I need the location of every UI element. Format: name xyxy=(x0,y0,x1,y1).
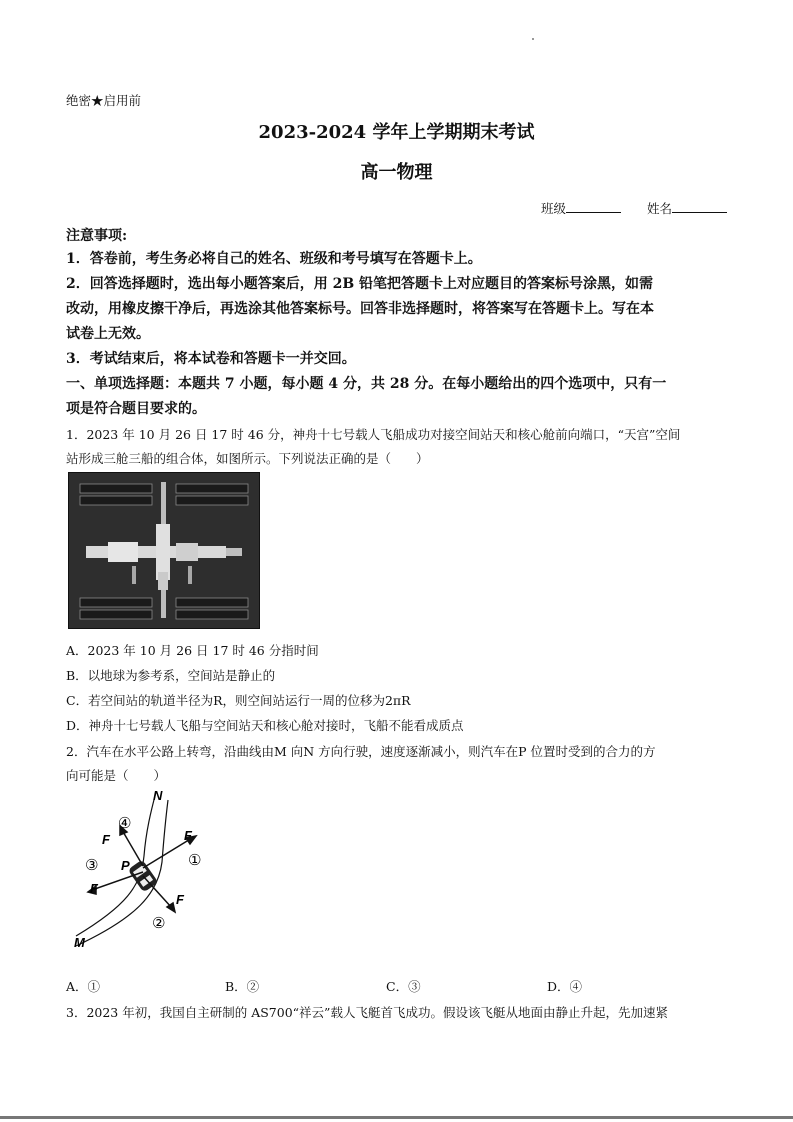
q1-option-d: D．神舟十七号载人飞船与空间站天和核心舱对接时，飞船不能看成质点 xyxy=(66,718,464,733)
class-field xyxy=(541,199,727,217)
scan-speck xyxy=(532,38,534,40)
label-F-4: F xyxy=(102,832,110,847)
class-blank xyxy=(566,200,621,213)
label-circle-1: ① xyxy=(188,851,202,869)
q3-stem-line-1: 3．2023 年初，我国自主研制的 AS700“祥云”载人飞艇首飞成功。假设该飞艇从地面由静止升起，先加速紧 xyxy=(66,1005,668,1020)
q1-option-a: A．2023 年 10 月 26 日 17 时 46 分指时间 xyxy=(66,643,319,658)
label-circle-3: ③ xyxy=(85,856,99,874)
notice-heading: 注意事项: xyxy=(66,228,128,244)
q2-option-b: B．② xyxy=(225,979,260,994)
q2-option-d: D．④ xyxy=(547,979,583,994)
name-blank xyxy=(672,200,727,213)
q2-stem-line-1: 2．汽车在水平公路上转弯，沿曲线由M 向N 方向行驶，速度逐渐减小，则汽车在P 位置时受到的合力的方 xyxy=(66,744,656,759)
section-1-line-1: 一、单项选择题：本题共 7 小题，每小题 4 分，共 28 分。在每小题给出的四个选项中，只有一 xyxy=(66,376,667,392)
notice-item-2-line-1: 2．回答选择题时，选出每小题答案后，用 2B 铅笔把答题卡上对应题目的答案标号涂黑，如需 xyxy=(66,276,654,292)
car-turning-diagram xyxy=(66,786,216,950)
label-P: P xyxy=(121,858,130,873)
page-bottom-edge xyxy=(0,1116,793,1119)
q2-stem-line-2: 向可能是（ ） xyxy=(66,768,167,783)
label-N: N xyxy=(153,788,163,803)
label-F-1: F xyxy=(184,828,192,843)
space-station-photo xyxy=(68,472,260,629)
notice-item-2-line-3: 试卷上无效。 xyxy=(66,326,150,342)
notice-item-1: 1．答卷前，考生务必将自己的姓名、班级和考号填写在答题卡上。 xyxy=(66,251,482,267)
exam-title: 2023-2024 学年上学期期末考试 xyxy=(258,122,535,143)
label-circle-2: ② xyxy=(152,914,166,932)
label-F-3: F xyxy=(90,881,98,896)
label-circle-4: ④ xyxy=(118,814,132,832)
notice-item-3: 3．考试结束后，将本试卷和答题卡一并交回。 xyxy=(66,351,356,367)
exam-subject: 高一物理 xyxy=(360,162,433,183)
section-1-line-2: 项是符合题目要求的。 xyxy=(66,401,206,417)
name-label: 姓名 xyxy=(646,201,672,216)
q2-option-a: A．① xyxy=(66,979,101,994)
q1-option-b: B．以地球为参考系，空间站是静止的 xyxy=(66,668,276,683)
q1-option-c: C．若空间站的轨道半径为R，则空间站运行一周的位移为2πR xyxy=(66,693,411,708)
q1-stem-line-1: 1．2023 年 10 月 26 日 17 时 46 分，神舟十七号载人飞船成功对接空间站天和核心舱前向端口，“天宫”空间 xyxy=(66,427,681,442)
notice-item-2-line-2: 改动，用橡皮擦干净后，再选涂其他答案标号。回答非选择题时，将答案写在答题卡上。写在本 xyxy=(66,301,654,317)
confidential-mark: 绝密★启用前 xyxy=(66,93,142,108)
label-M: M xyxy=(74,935,85,950)
q1-stem-line-2: 站形成三舱三船的组合体，如图所示。下列说法正确的是（ ） xyxy=(66,451,429,466)
label-F-2: F xyxy=(176,892,184,907)
q2-option-c: C．③ xyxy=(386,979,421,994)
class-label: 班级 xyxy=(541,201,567,216)
